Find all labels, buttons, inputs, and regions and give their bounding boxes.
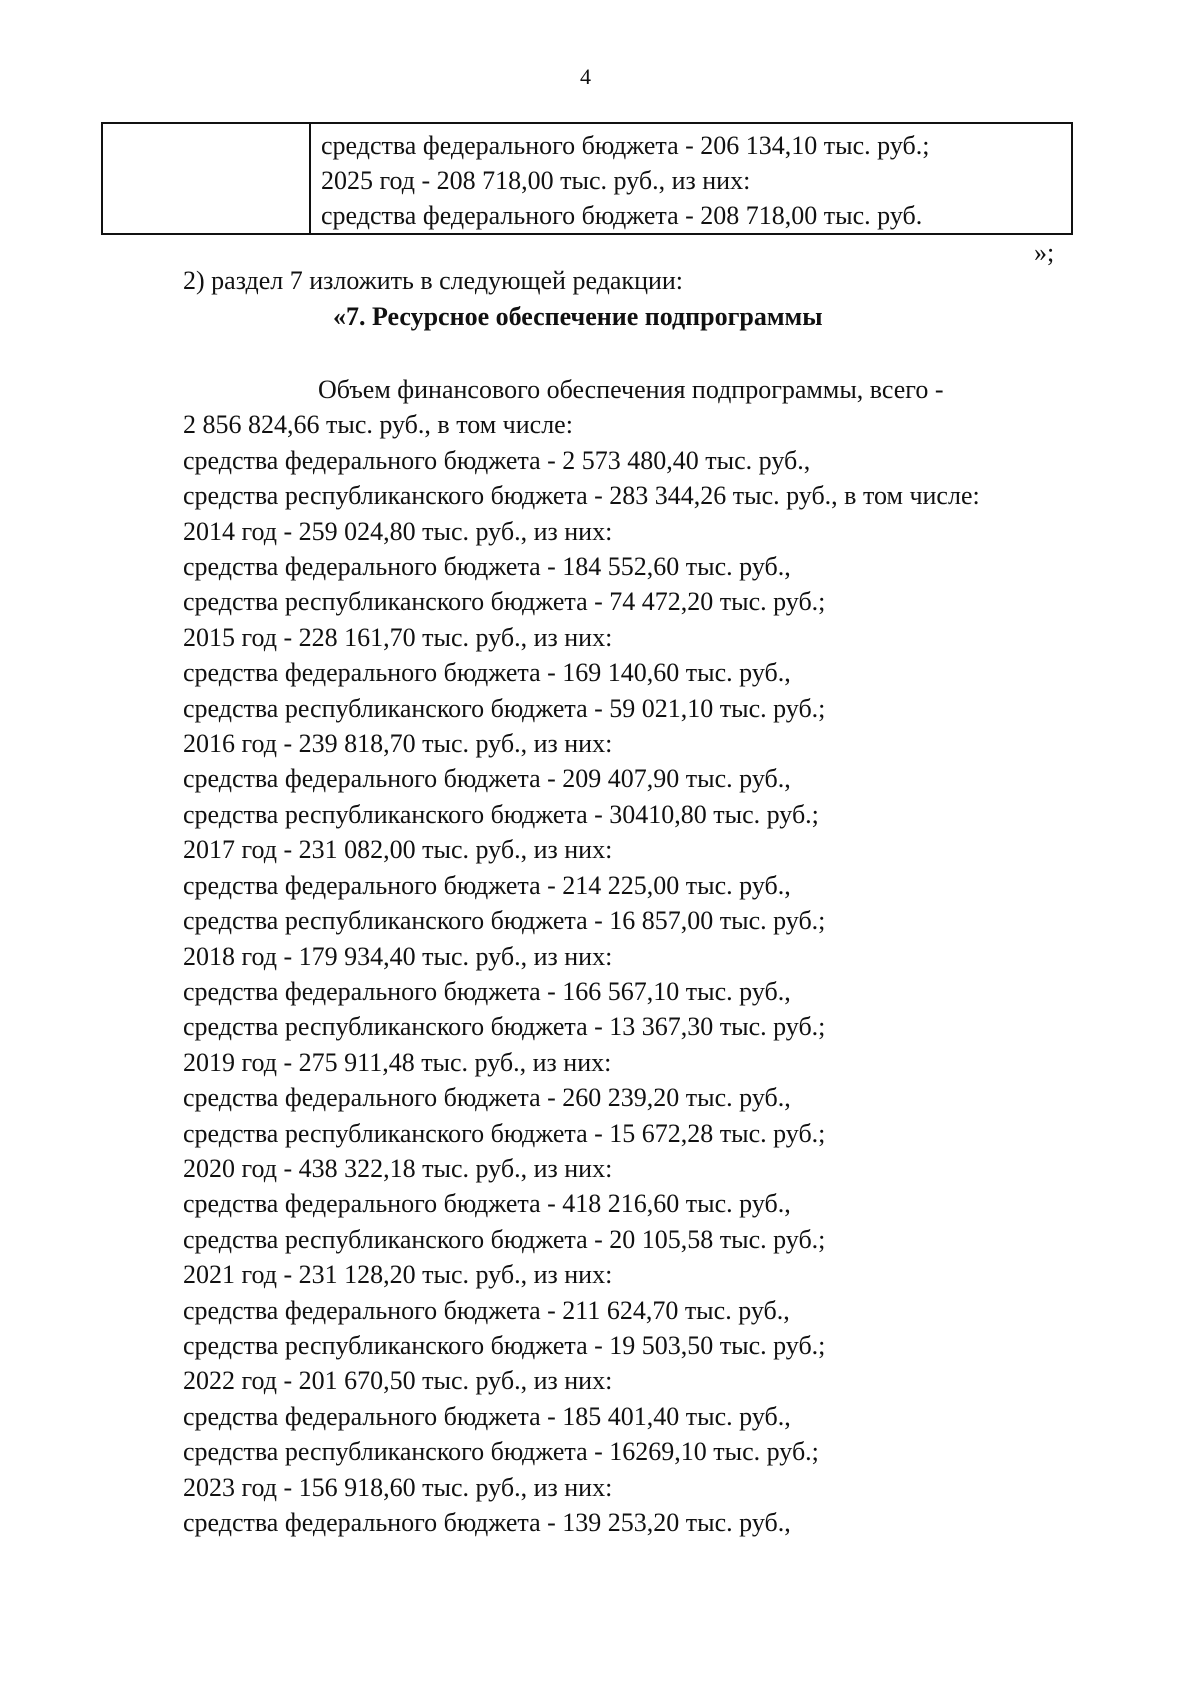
- body-line: средства федерального бюджета - 214 225,00 тыс. руб.,: [183, 870, 791, 900]
- body-line: средства республиканского бюджета - 16 857,00 тыс. руб.;: [183, 906, 826, 936]
- body-line: 2019 год - 275 911,48 тыс. руб., из них:: [183, 1047, 612, 1077]
- body-line: средства республиканского бюджета - 20 105,58 тыс. руб.;: [183, 1224, 826, 1254]
- table-cell-line: средства федерального бюджета - 206 134,10 тыс. руб.;: [321, 131, 930, 160]
- body-line: средства республиканского бюджета - 13 367,30 тыс. руб.;: [183, 1012, 826, 1042]
- body-line: 2017 год - 231 082,00 тыс. руб., из них:: [183, 835, 613, 865]
- body-line: средства республиканского бюджета - 16269,10 тыс. руб.;: [183, 1437, 819, 1467]
- body-line: средства республиканского бюджета - 15 672,28 тыс. руб.;: [183, 1118, 826, 1148]
- body-line: средства федерального бюджета - 209 407,90 тыс. руб.,: [183, 764, 791, 794]
- body-line: 2014 год - 259 024,80 тыс. руб., из них:: [183, 516, 613, 546]
- body-line: средства федерального бюджета - 184 552,60 тыс. руб.,: [183, 552, 791, 582]
- closing-quote: »;: [1034, 238, 1055, 267]
- table-cell-line: средства федерального бюджета - 208 718,00 тыс. руб.: [321, 201, 923, 230]
- section-intro: 2) раздел 7 изложить в следующей редакции:: [183, 266, 684, 295]
- body-line: средства федерального бюджета - 211 624,70 тыс. руб.,: [183, 1295, 790, 1325]
- body-line: средства республиканского бюджета - 283 344,26 тыс. руб., в том числе:: [183, 481, 980, 511]
- body-line: средства федерального бюджета - 169 140,60 тыс. руб.,: [183, 658, 791, 688]
- funding-table: [101, 122, 1073, 235]
- table-row: [102, 123, 1072, 234]
- body-line: 2016 год - 239 818,70 тыс. руб., из них:: [183, 729, 613, 759]
- body-line: средства федерального бюджета - 185 401,40 тыс. руб.,: [183, 1401, 791, 1431]
- page-number: 4: [580, 64, 591, 89]
- table-cell-line: 2025 год - 208 718,00 тыс. руб., из них:: [321, 166, 751, 195]
- body-line: средства республиканского бюджета - 30410,80 тыс. руб.;: [183, 799, 819, 829]
- body-line: средства федерального бюджета - 260 239,20 тыс. руб.,: [183, 1083, 791, 1113]
- body-line: средства федерального бюджета - 166 567,10 тыс. руб.,: [183, 976, 791, 1006]
- body-line: Объем финансового обеспечения подпрограммы, всего -: [318, 375, 944, 404]
- funding-text: [183, 372, 1063, 1540]
- table-empty-cell: [102, 123, 310, 234]
- body-line: 2021 год - 231 128,20 тыс. руб., из них:: [183, 1260, 613, 1290]
- body-line: средства республиканского бюджета - 59 021,10 тыс. руб.;: [183, 693, 826, 723]
- body-line: 2020 год - 438 322,18 тыс. руб., из них:: [183, 1153, 613, 1183]
- body-line: 2 856 824,66 тыс. руб., в том числе:: [183, 410, 573, 440]
- body-line: 2018 год - 179 934,40 тыс. руб., из них:: [183, 941, 613, 971]
- body-line: средства федерального бюджета - 418 216,60 тыс. руб.,: [183, 1189, 791, 1219]
- body-line: средства федерального бюджета - 139 253,20 тыс. руб.,: [183, 1508, 791, 1537]
- body-line: 2015 год - 228 161,70 тыс. руб., из них:: [183, 622, 613, 652]
- body-line: средства республиканского бюджета - 19 503,50 тыс. руб.;: [183, 1330, 826, 1360]
- section-heading: «7. Ресурсное обеспечение подпрограммы: [333, 302, 823, 331]
- body-line: средства федерального бюджета - 2 573 480,40 тыс. руб.,: [183, 445, 811, 475]
- table-funding-cell: [310, 123, 1072, 234]
- body-line: 2022 год - 201 670,50 тыс. руб., из них:: [183, 1366, 613, 1396]
- body-line: 2023 год - 156 918,60 тыс. руб., из них:: [183, 1472, 613, 1502]
- body-line: средства республиканского бюджета - 74 472,20 тыс. руб.;: [183, 587, 826, 617]
